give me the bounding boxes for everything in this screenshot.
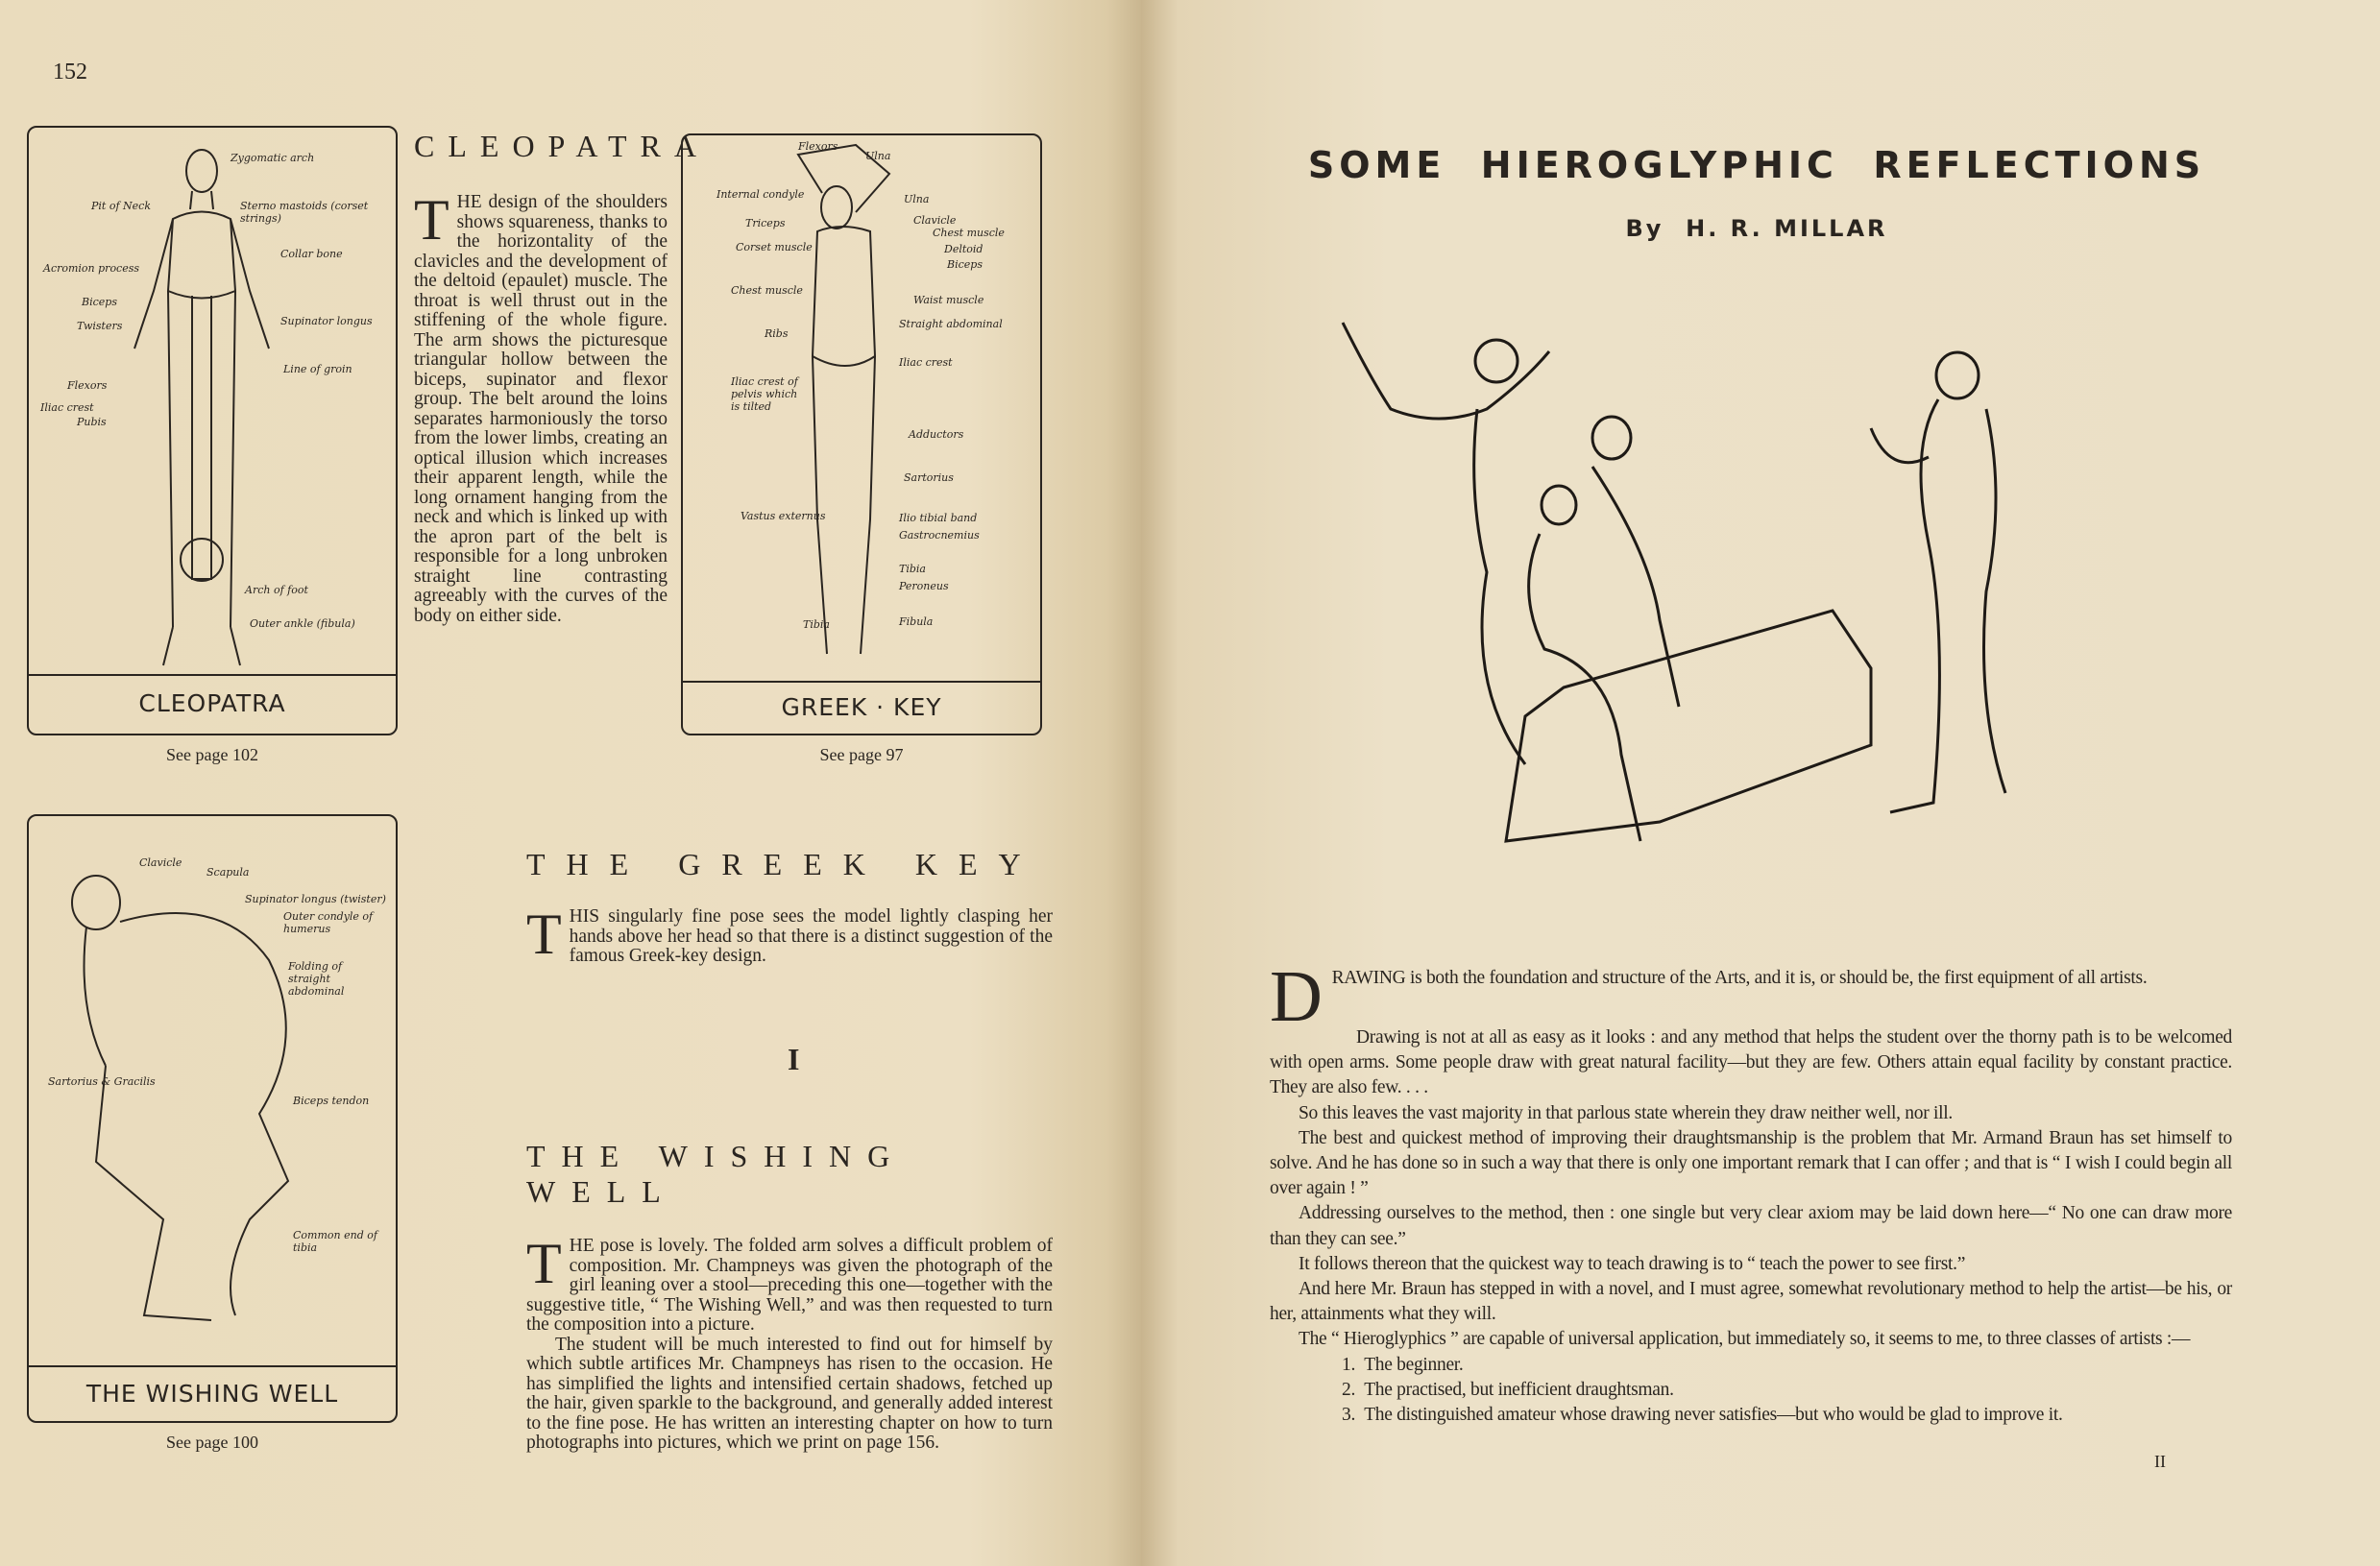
figure-caption: GREEK · KEY: [683, 681, 1040, 734]
see-page-reference: See page 100: [166, 1433, 258, 1452]
page-number: II: [2154, 1452, 2166, 1471]
article-paragraph: RAWING is both the foundation and structure of the Arts, and it is, or should be, the first equipment of all artists.: [1331, 968, 2148, 988]
figure-label: Biceps: [82, 296, 117, 308]
figure-label: Line of groin: [283, 363, 352, 375]
cleopatra-figure: [27, 126, 398, 735]
figure-label: Pubis: [77, 416, 107, 428]
figure-label: Peroneus: [899, 580, 949, 592]
figure-label: Gastrocnemius: [899, 529, 980, 542]
figure-label: Fibula: [899, 615, 934, 628]
figure-label: Zygomatic arch: [231, 152, 315, 164]
figure-label: Straight abdominal: [899, 318, 1003, 330]
drop-cap: T: [526, 903, 562, 966]
figure-label: Outer condyle of humerus: [283, 910, 374, 935]
section-separator: I: [788, 1042, 800, 1076]
article-text: HE pose is lovely. The folded arm solves a difficult problem of composition. Mr. Champneys was given the photograph of the girl leaning over a stool—preceding this one—together with the suggestive title, “ The Wishing Well,” and was then requested to turn the composition into a picture.: [526, 1236, 1053, 1335]
article-paragraph: And here Mr. Braun has stepped in with a novel, and I must agree, somewhat revolutionary method to help the artist—be his, or her, attainments what they will.: [1270, 1279, 2232, 1325]
article-paragraph: Addressing ourselves to the method, then : one single but very clear axiom may be laid down here—“ No one can draw more than they can see.”: [1270, 1203, 2232, 1249]
article-text: HIS singularly fine pose sees the model lightly clasping her hands above her head so that there is a distinct suggestion of the famous Greek-key design.: [569, 906, 1053, 966]
figure-label: Chest muscle: [933, 227, 1005, 239]
byline: By H. R. MILLAR: [1625, 215, 1888, 242]
list-text: The beginner.: [1364, 1354, 1464, 1375]
article-paragraph: It follows thereon that the quickest way to teach drawing is to “ teach the power to see first.”: [1299, 1253, 1966, 1274]
figure-label: Scapula: [206, 866, 250, 879]
figure-label: Sterno mastoids (corset strings): [240, 200, 369, 225]
wishing-well-figure: [27, 814, 398, 1423]
article-text: HE design of the shoulders shows squareness, thanks to the horizontality of the clavicles and the development of the deltoid (epaulet) muscle. The throat is well thrust out in the stiffening of the whole figure. The arm shows the picturesque triangular hollow between the biceps, supinator and flexor group. The belt around the loins separates harmoniously the torso from the lower limbs, creating an optical illusion which increases their apparent length, while the long ornament hanging from the neck and which is linked up with the apron part of the belt is responsible for a long unbroken straight line contrasting agreeably with the curves of the body on either side.: [414, 192, 668, 626]
left-page: [0, 0, 1141, 1566]
figure-label: Ilio tibial band: [899, 512, 978, 524]
hieroglyphic-figures-drawing: [1333, 303, 2101, 918]
figure-label: Acromion process: [43, 262, 140, 275]
drop-cap: T: [414, 188, 449, 252]
artist-classes-list: [1270, 1353, 2232, 1429]
figure-label: Clavicle: [139, 856, 182, 869]
article-body: [1270, 966, 2232, 1428]
article-text: The student will be much interested to find out for himself by which subtle artifices Mr. Champneys has risen to the occasion. He has simplified the lights and intensified certain shadows, fetched up the hair, given sparkle to the background, and generally added interest to the fine pose. He has written an interesting chapter on how to turn photographs into pictures, which we print on page 156.: [526, 1334, 1053, 1453]
figure-label: Internal condyle: [716, 188, 805, 201]
figure-label: Ulna: [904, 193, 930, 205]
figure-label: Waist muscle: [913, 294, 984, 306]
figure-caption: CLEOPATRA: [29, 674, 396, 734]
see-page-reference: See page 102: [166, 745, 258, 764]
section-heading: THE GREEK KEY: [526, 847, 1042, 881]
figure-label: Triceps: [745, 217, 786, 229]
greek-key-article: [526, 847, 1053, 967]
figure-label: Sartorius: [904, 471, 954, 484]
drop-cap: D: [1270, 966, 1323, 1025]
figure-label: Biceps tendon: [293, 1095, 370, 1107]
list-number: 3.: [1342, 1405, 1356, 1426]
list-item: [1270, 1353, 2232, 1378]
page-number: 152: [53, 60, 87, 84]
figure-label: Twisters: [77, 320, 123, 332]
list-number: 2.: [1342, 1379, 1356, 1400]
list-number: 1.: [1342, 1354, 1356, 1375]
figure-label: Biceps: [947, 258, 983, 271]
right-page: [1141, 0, 2380, 1566]
figure-label: Collar bone: [280, 248, 343, 260]
figure-label: Folding of straight abdominal: [288, 960, 345, 998]
figure-label: Tibia: [803, 618, 830, 631]
article-paragraph: The “ Hieroglyphics ” are capable of universal application, but immediately so, it seems to me, to three classes of artists :—: [1299, 1329, 2191, 1350]
figure-caption: THE WISHING WELL: [29, 1365, 396, 1421]
figure-label: Iliac crest of pelvis which is tilted: [731, 375, 798, 413]
figure-label: Flexors: [67, 379, 108, 392]
figure-label: Clavicle: [913, 214, 957, 227]
figure-label: Iliac crest: [40, 401, 94, 414]
figure-label: Pit of Neck: [91, 200, 151, 212]
figure-label: Deltoid: [944, 243, 984, 255]
figure-label: Ribs: [765, 327, 789, 340]
list-item: [1270, 1403, 2232, 1428]
list-text: The distinguished amateur whose drawing never satisfies—but who would be glad to improve it.: [1364, 1405, 2063, 1426]
figure-label: Iliac crest: [899, 356, 953, 369]
figure-label: Corset muscle: [736, 241, 813, 253]
section-heading: THE WISHING WELL: [526, 1139, 907, 1209]
cleopatra-article: [414, 129, 710, 626]
figure-label: Sartorius & Gracilis: [48, 1075, 156, 1088]
greek-key-figure: [681, 133, 1042, 735]
figure-label: Supinator longus: [280, 315, 373, 327]
figure-label: Vastus externus: [741, 510, 826, 522]
figure-label: Flexors: [798, 140, 838, 153]
figure-label: Adductors: [909, 428, 964, 441]
article-title: SOME HIEROGLYPHIC REFLECTIONS: [1307, 144, 2206, 186]
figure-label: Outer ankle (fibula): [250, 617, 355, 630]
article-paragraph: Drawing is not at all as easy as it looks : and any method that helps the student over the thorny path is to be welcomed with open arms. Some people draw with great natural facility—but they are few. Others attain equal facility by constant practice. They are also few. . . .: [1270, 1027, 2232, 1098]
figure-label: Supinator longus (twister): [245, 893, 386, 905]
figure-label: Tibia: [899, 563, 926, 575]
article-paragraph: The best and quickest method of improving their draughtsmanship is the problem that Mr. Armand Braun has set himself to solve. And he has done so in such a way that there is only one important remark that I can offer ; and that is “ I wish I could begin all over again ! ”: [1270, 1127, 2232, 1199]
figure-label: Chest muscle: [731, 284, 803, 297]
section-heading: CLEOPATRA: [414, 129, 710, 163]
list-item: [1270, 1378, 2232, 1403]
drop-cap: T: [526, 1232, 562, 1295]
figure-label: Arch of foot: [245, 584, 308, 596]
wishing-well-article: [526, 1139, 1053, 1454]
article-paragraph: So this leaves the vast majority in that parlous state wherein they draw neither well, nor ill.: [1299, 1102, 1953, 1123]
figure-label: Ulna: [865, 150, 891, 162]
figure-label: Common end of tibia: [293, 1229, 377, 1254]
see-page-reference: See page 97: [819, 745, 904, 764]
list-text: The practised, but inefficient draughtsman.: [1364, 1379, 1674, 1400]
